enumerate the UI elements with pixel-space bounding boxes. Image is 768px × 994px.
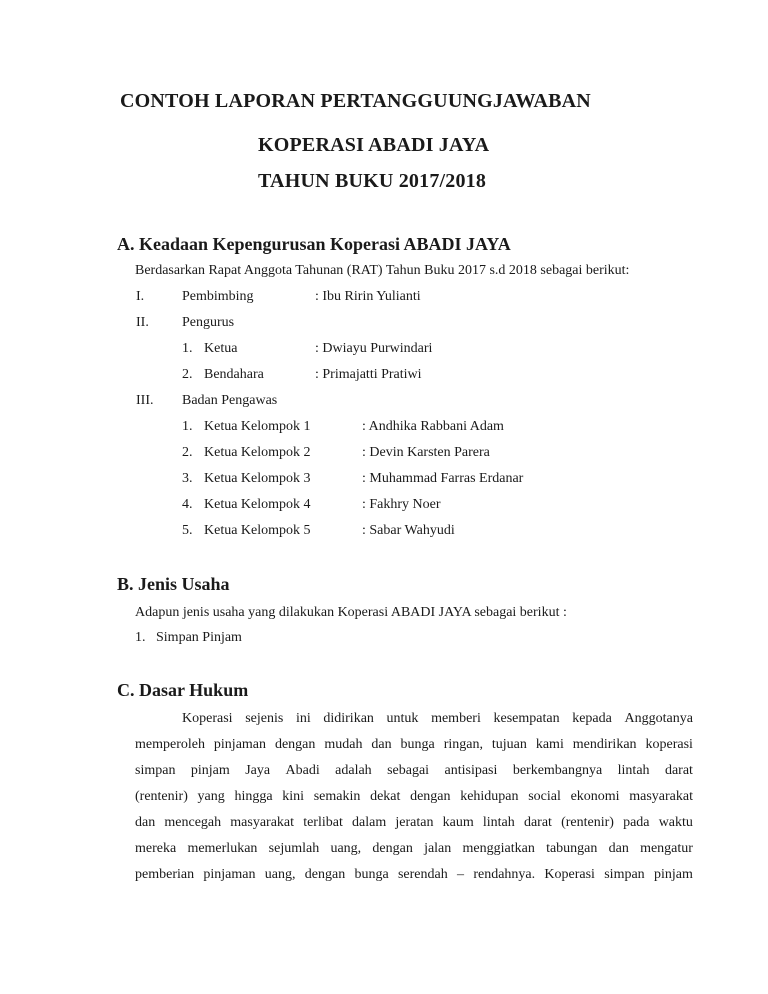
word: bunga	[400, 737, 435, 752]
word: serendah	[397, 867, 448, 882]
word: antisipasi	[444, 763, 498, 778]
word: lintah	[482, 815, 515, 830]
word: pinjaman	[203, 867, 256, 882]
word: (rentenir)	[561, 815, 614, 830]
word: dengan	[410, 789, 451, 804]
word: ini	[295, 711, 311, 726]
word: ekonomi	[570, 789, 620, 804]
word: dekat	[370, 789, 401, 804]
role-value: : Primajatti Pratiwi	[315, 367, 422, 382]
word: dengan	[274, 737, 316, 752]
role-label: Ketua Kelompok 2	[204, 445, 311, 460]
word: tabungan	[546, 841, 598, 856]
word: mudah	[324, 737, 363, 752]
word: kepada	[572, 711, 612, 726]
role-value: : Dwiayu Purwindari	[315, 341, 433, 356]
word: kini	[282, 789, 305, 804]
pengurus-label: Pengurus	[182, 315, 235, 330]
word: dan	[135, 815, 156, 830]
role-value: : Muhammad Farras Erdanar	[362, 471, 524, 486]
list-num: 2.	[182, 445, 193, 460]
role-label: Ketua Kelompok 4	[204, 497, 311, 512]
word: simpan	[135, 763, 176, 778]
paragraph-line	[135, 867, 693, 883]
word: didirikan	[323, 711, 374, 726]
word: sejenis	[245, 711, 284, 726]
word: social	[528, 789, 561, 804]
word: masyarakat	[230, 815, 295, 830]
word: semakin	[313, 789, 361, 804]
word: darat	[523, 815, 552, 830]
word: ringan,	[443, 737, 483, 752]
word: Koperasi	[182, 711, 233, 726]
role-value: : Sabar Wahyudi	[362, 523, 455, 538]
word: lintah	[617, 763, 650, 778]
paragraph-line	[182, 711, 693, 727]
word: yang	[197, 789, 225, 804]
word: jeratan	[395, 815, 434, 830]
word: waktu	[658, 815, 693, 830]
paragraph-line	[135, 737, 693, 753]
word: Koperasi	[544, 867, 595, 882]
role-label: Ketua Kelompok 1	[204, 419, 311, 434]
role-label: Ketua Kelompok 3	[204, 471, 311, 486]
word: pemberian	[135, 867, 195, 882]
section-c-heading: C. Dasar Hukum	[117, 680, 249, 700]
word: menggiatkan	[462, 841, 535, 856]
word: memerlukan	[187, 841, 258, 856]
paragraph-line	[135, 841, 693, 857]
section-b-heading: B. Jenis Usaha	[117, 574, 230, 594]
title-line-3: TAHUN BUKU 2017/2018	[258, 170, 487, 192]
business-type-item: 1. Simpan Pinjam	[135, 630, 242, 645]
word: berkembangnya	[512, 763, 603, 778]
word: kesempatan	[493, 711, 560, 726]
word: terlibat	[303, 815, 343, 830]
word: masyarakat	[629, 789, 693, 804]
word: koperasi	[645, 737, 693, 752]
role-label: Ketua	[204, 341, 238, 356]
word: pinjam	[653, 867, 693, 882]
pengawas-label: Badan Pengawas	[182, 393, 278, 408]
word: kami	[535, 737, 564, 752]
word: kehidupan	[460, 789, 519, 804]
word: sebagai	[387, 763, 430, 778]
list-num: 3.	[182, 471, 193, 486]
roman-num: III.	[136, 393, 154, 408]
word: dengan	[304, 867, 346, 882]
section-a-intro: Berdasarkan Rapat Anggota Tahunan (RAT) Tahun Buku 2017 s.d 2018 sebagai berikut:	[135, 263, 630, 278]
pembimbing-value: : Ibu Ririn Yulianti	[315, 289, 421, 304]
list-num: 2.	[182, 367, 193, 382]
word: dan	[608, 841, 629, 856]
list-num: 1.	[182, 341, 193, 356]
word: mendirikan	[572, 737, 637, 752]
section-b-intro: Adapun jenis usaha yang dilakukan Koperasi ABADI JAYA sebagai berikut :	[135, 605, 567, 620]
word: dengan	[372, 841, 413, 856]
roman-num: II.	[136, 315, 149, 330]
word: (rentenir)	[135, 789, 188, 804]
word: darat	[664, 763, 693, 778]
word: uang,	[330, 841, 362, 856]
pembimbing-label: Pembimbing	[182, 289, 254, 304]
word: pinjaman	[213, 737, 267, 752]
word: uang,	[264, 867, 296, 882]
word: untuk	[386, 711, 419, 726]
title-line-1: CONTOH LAPORAN PERTANGGUUNGJAWABAN	[120, 90, 591, 112]
word: simpan	[604, 867, 645, 882]
word: dan	[371, 737, 392, 752]
word: Jaya	[245, 763, 271, 778]
word: pada	[623, 815, 650, 830]
word: jalan	[424, 841, 452, 856]
word: dalam	[352, 815, 387, 830]
paragraph-line	[135, 789, 693, 805]
word: adalah	[335, 763, 372, 778]
paragraph-line	[135, 763, 693, 779]
role-label: Bendahara	[204, 367, 264, 382]
list-num: 4.	[182, 497, 193, 512]
list-num: 5.	[182, 523, 193, 538]
word: bunga	[354, 867, 389, 882]
role-value: : Fakhry Noer	[362, 497, 441, 512]
word: –	[457, 867, 465, 882]
word: mengatur	[640, 841, 693, 856]
word: kaum	[442, 815, 474, 830]
role-value: : Andhika Rabbani Adam	[362, 419, 504, 434]
word: memperoleh	[135, 737, 205, 752]
role-label: Ketua Kelompok 5	[204, 523, 311, 538]
word: sejumlah	[268, 841, 320, 856]
word: memberi	[431, 711, 481, 726]
word: pinjam	[190, 763, 230, 778]
word: mencegah	[164, 815, 222, 830]
word: Abadi	[285, 763, 320, 778]
title-line-2: KOPERASI ABADI JAYA	[258, 134, 490, 156]
word: rendahnya.	[473, 867, 536, 882]
role-value: : Devin Karsten Parera	[362, 445, 490, 460]
section-a-heading: A. Keadaan Kepengurusan Koperasi ABADI JAYA	[117, 234, 511, 254]
list-num: 1.	[182, 419, 193, 434]
word: tujuan	[491, 737, 527, 752]
paragraph-line	[135, 815, 693, 831]
word: Anggotanya	[624, 711, 693, 726]
roman-num: I.	[136, 289, 145, 304]
word: mereka	[135, 841, 177, 856]
word: hingga	[234, 789, 273, 804]
